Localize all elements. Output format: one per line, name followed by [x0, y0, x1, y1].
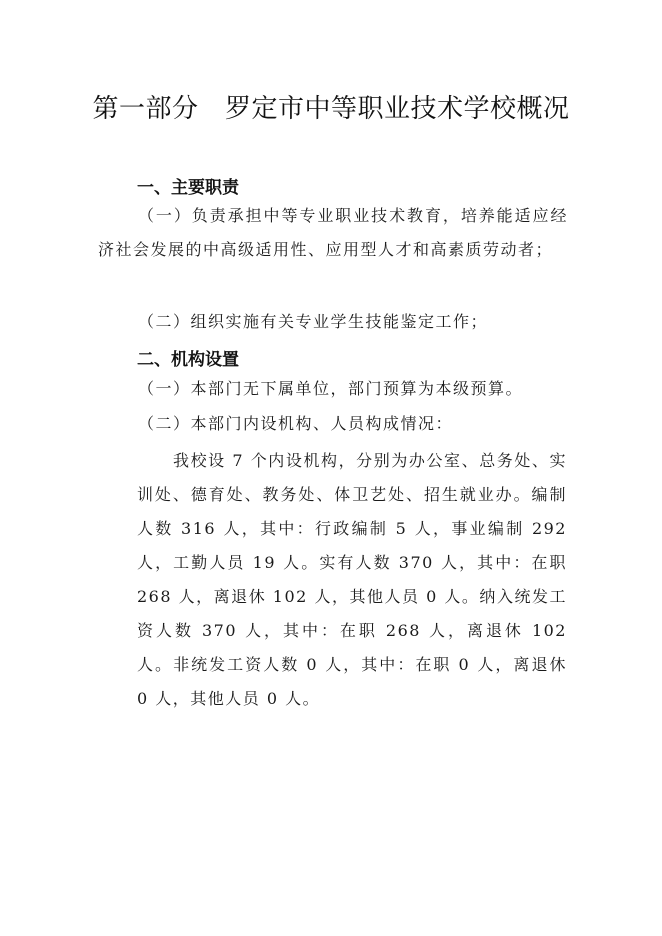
section-heading-organization: 二、机构设置	[137, 350, 239, 370]
org-paragraph-1: （一）本部门无下属单位，部门预算为本级预算。	[138, 379, 524, 398]
org-paragraph-staff-details: 我校设 7 个内设机构，分别为办公室、总务处、实训处、德育处、教务处、体卫艺处、招生就业办。编制人数 316 人，其中：行政编制 5 人，事业编制 292 人，工勤人员 19 人。实有人数 370 人，其中：在职 268 人，离退休 102 人，其他人员 0 人。纳入统发工资人数 370 人，其中：在职 268 人，离退休 102 人。非统发工资人数 0 人，其中：在职 0 人，离退休 0 人，其他人员 0 人。	[137, 451, 567, 708]
duty-paragraph-2: （二）组织实施有关专业学生技能鉴定工作；	[138, 312, 489, 331]
duty-paragraph-1: （一）负责承担中等专业职业技术教育，培养能适应经济社会发展的中高级适用性、应用型人才和高素质劳动者；	[98, 206, 568, 259]
page-title: 第一部分 罗定市中等职业技术学校概况	[92, 94, 570, 124]
org-paragraph-2: （二）本部门内设机构、人员构成情况：	[138, 414, 454, 433]
section-heading-duties: 一、主要职责	[137, 178, 239, 198]
